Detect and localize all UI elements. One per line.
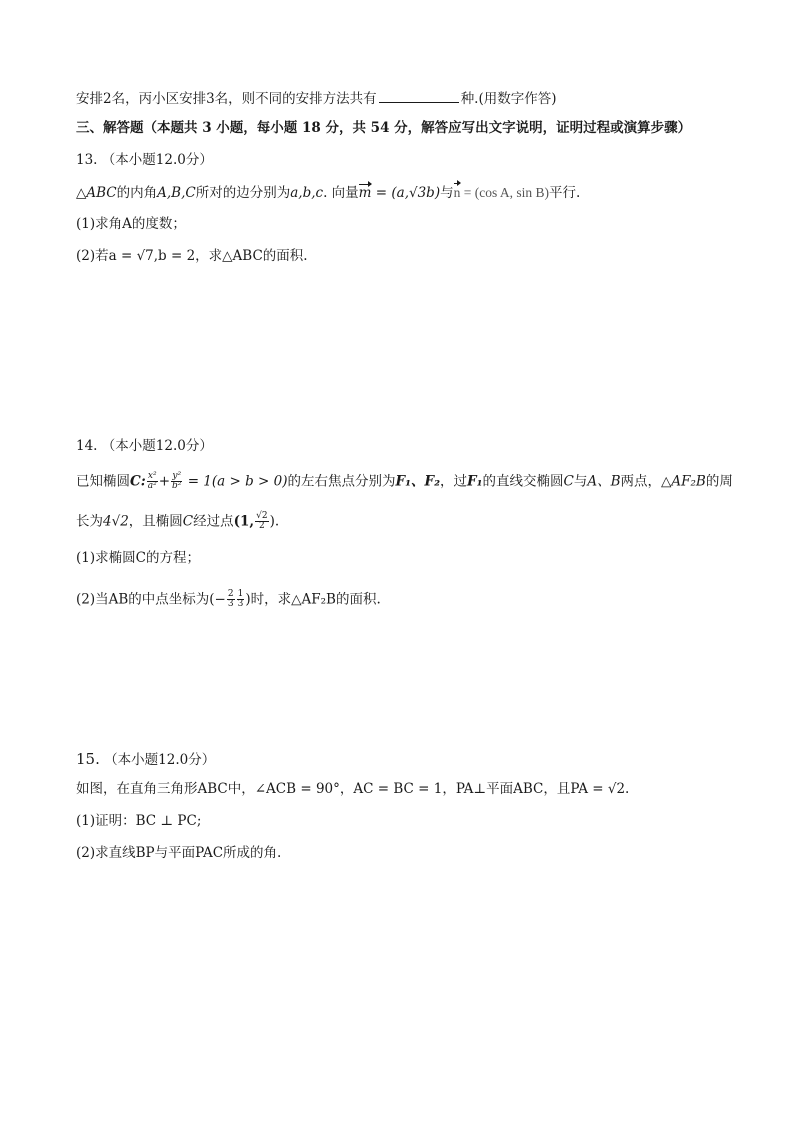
fraction-denominator: a² [147,481,157,492]
vector-m: m [358,185,372,201]
q13-angles: A,B,C [157,185,196,201]
q15-header [76,752,215,768]
q13-header [76,154,213,168]
previous-question-text-1: 安排2名，丙小区安排3名，则不同的安排方法共有 [76,91,377,107]
q15-part2: (2)求直线BP与平面PAC所成的角. [76,845,282,861]
fraction-x2-a2 [147,472,158,492]
q15-number: 15. [76,750,100,768]
ellipse-name: C: [130,473,146,490]
q13-part2: (2)若a = √7,b = 2，求△ABC的面积. [76,248,308,264]
q13-stem-text: 平行. [548,185,581,201]
q14-text: 与 [573,473,588,490]
fraction-denominator: 3 [227,599,234,610]
q13-stem-text: . 向量 [323,185,359,201]
section-heading: 三、解答题（本题共 3 小题，每小题 18 分，共 54 分，解答应写出文字说明，证明过程或演算步骤） [76,120,692,136]
ellipse-c: C [563,473,574,490]
q13-stem-text: 与 [440,185,454,201]
q14-part2 [76,590,381,610]
fraction-numerator: 1 [237,589,244,599]
q15-stem: 如图，在直角三角形ABC中，∠ACB = 90°，AC = BC = 1，PA⊥平面ABC，且PA = √2. [76,781,630,797]
fraction-denominator: 2 [258,521,265,532]
fraction-denominator: 3 [237,599,244,610]
point-close: ). [269,513,280,530]
q14-part2-text: (2)当AB的中点坐标为(− [76,591,226,608]
q14-text: 长为 [76,513,103,530]
fraction-1-3 [237,590,245,610]
fraction-sqrt2-2 [255,512,268,532]
q14-part2-text: )时，求△AF₂B的面积. [245,591,381,608]
q14-text: 的周 [705,473,733,490]
q14-text: ，且椭圆 [128,513,183,530]
q14-text: 两点， [620,473,662,490]
focus-f1: F₁ [467,473,483,490]
previous-question-text-2: 种.(用数字作答) [460,91,557,107]
ellipse-condition: = 1(a > b > 0) [183,473,288,490]
q14-points: （本小题12.0分） [101,438,213,454]
q14-text: 的左右焦点分别为 [287,473,396,490]
q14-header [76,440,213,454]
fraction-numerator: y² [172,471,182,481]
triangle-af2b: △AF₂B [661,473,706,490]
foci: F₁、F₂ [395,473,440,490]
q13-number: 13. [76,152,98,168]
fraction-numerator: x² [147,471,157,481]
q13-stem-text: 所对的边分别为 [195,185,291,201]
previous-question-tail [76,90,557,107]
points-a-b: A、B [587,473,621,490]
q13-triangle-name: ABC [86,185,117,201]
q14-stem-line1 [76,472,733,492]
q13-sides: a,b,c [290,185,324,201]
point-open: (1, [233,513,255,530]
plus-sign: + [158,473,171,490]
ellipse-c: C [182,513,194,530]
vector-n: n [453,185,461,200]
q15-points: （本小题12.0分） [104,752,216,768]
q13-stem [76,186,580,201]
perimeter-value: 4√2 [103,513,129,530]
fraction-denominator: b² [172,481,182,492]
q14-text: 经过点 [193,513,234,530]
vector-n-value: = (cos A, sin B) [460,185,549,200]
q13-stem-text: 的内角 [116,185,158,201]
q13-part1: (1)求角A的度数； [76,216,186,232]
triangle-symbol: △ [76,185,87,201]
q14-part1: (1)求椭圆C的方程； [76,550,200,566]
fraction-numerator: 2 [227,589,234,599]
fraction-numerator: √2 [256,511,268,521]
answer-blank [379,90,459,103]
fraction-y2-b2 [171,472,182,492]
q14-stem-line2 [76,512,279,532]
vector-m-value: = (a,√3b) [371,185,441,201]
q13-points: （本小题12.0分） [101,152,213,168]
q15-part1: (1)证明：BC ⊥ PC; [76,813,202,829]
q14-text: 的直线交椭圆 [482,473,564,490]
q14-text: ，过 [440,473,467,490]
q14-number: 14. [76,438,98,454]
q14-text: 已知椭圆 [76,473,130,490]
fraction-2-3 [227,590,235,610]
